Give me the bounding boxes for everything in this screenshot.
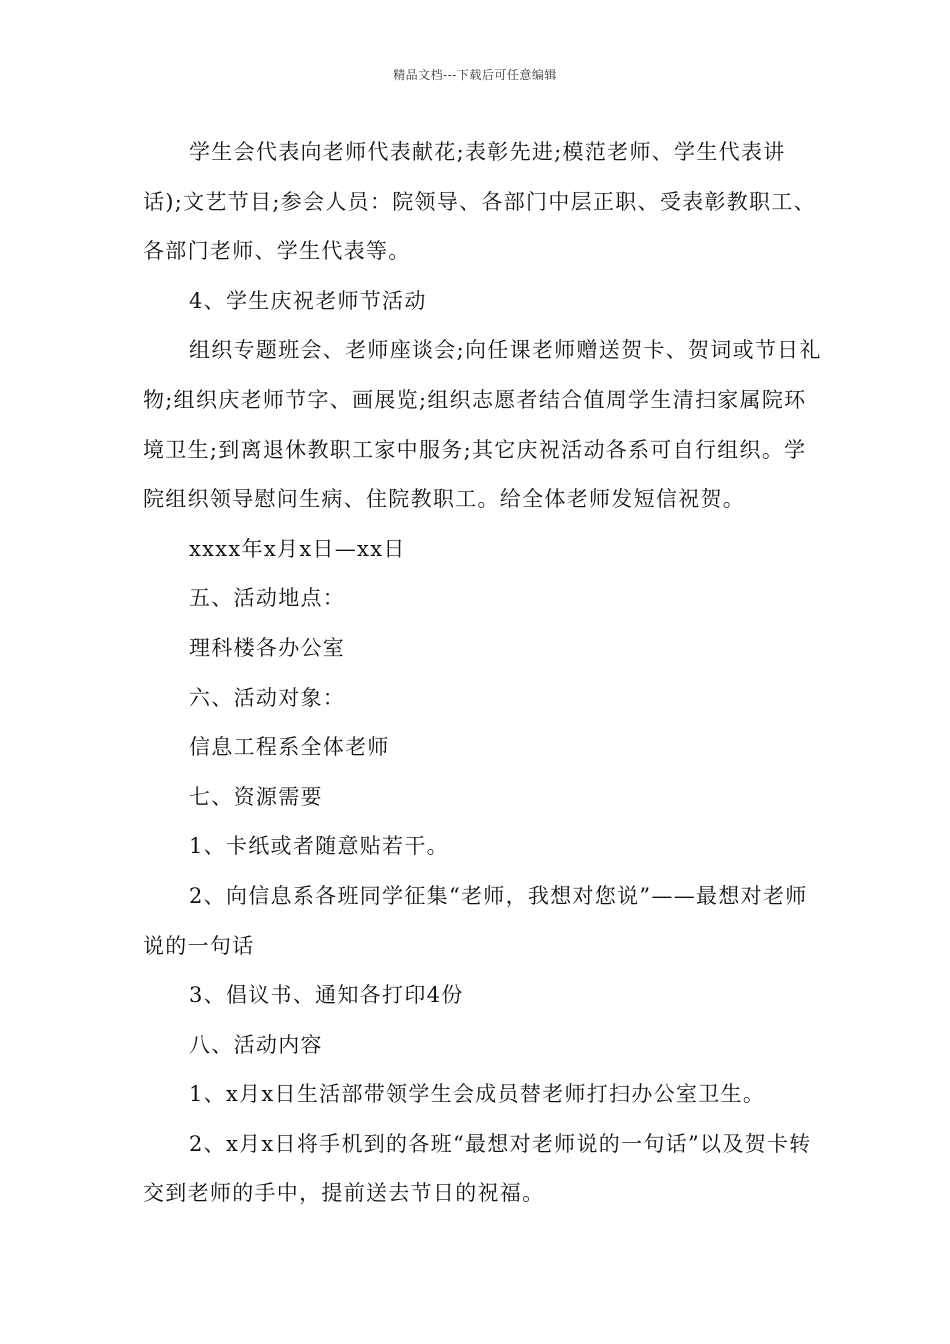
date-line: xxxx年x月x日—xx日	[189, 536, 406, 561]
paragraph: 学生会代表向老师代表献花;表彰先进;模范老师、学生代表讲话);文艺节目;参会人员：院领导、各部门中层正职、受表彰教职工、各部门老师、学生代表等。	[143, 140, 816, 264]
section-heading: 五、活动地点：	[189, 586, 346, 611]
section-heading: 八、活动内容	[189, 1032, 323, 1057]
paragraph: 组织专题班会、老师座谈会;向任课老师赠送贺卡、贺词或节日礼物;组织庆老师节字、画展览;组织志愿者结合值周学生清扫家属院环境卫生;到离退休教职工家中服务;其它庆祝活动各系可自行组织。学院组织领导慰问生病、住院教职工。给全体老师发短信祝贺。	[143, 338, 822, 512]
paragraph: 信息工程系全体老师	[189, 735, 390, 760]
section-heading: 七、资源需要	[189, 784, 323, 809]
page-header: 精品文档---下载后可任意编辑	[393, 68, 557, 82]
list-item: 1、x月x日生活部带领学生会成员替老师打扫办公室卫生。	[189, 1082, 766, 1107]
section-heading: 4、学生庆祝老师节活动	[189, 288, 427, 313]
list-item: 1、卡纸或者随意贴若干。	[189, 834, 449, 859]
list-item: 2、x月x日将手机到的各班“最想对老师说的一句话”以及贺卡转交到老师的手中，提前送去节日的祝福。	[143, 1131, 812, 1206]
document-body	[143, 128, 823, 1219]
list-item: 2、向信息系各班同学征集“老师，我想对您说”——最想对老师说的一句话	[143, 883, 808, 958]
list-item: 3、倡议书、通知各打印4份	[189, 983, 464, 1008]
paragraph: 理科楼各办公室	[189, 635, 346, 660]
section-heading: 六、活动对象：	[189, 685, 346, 710]
